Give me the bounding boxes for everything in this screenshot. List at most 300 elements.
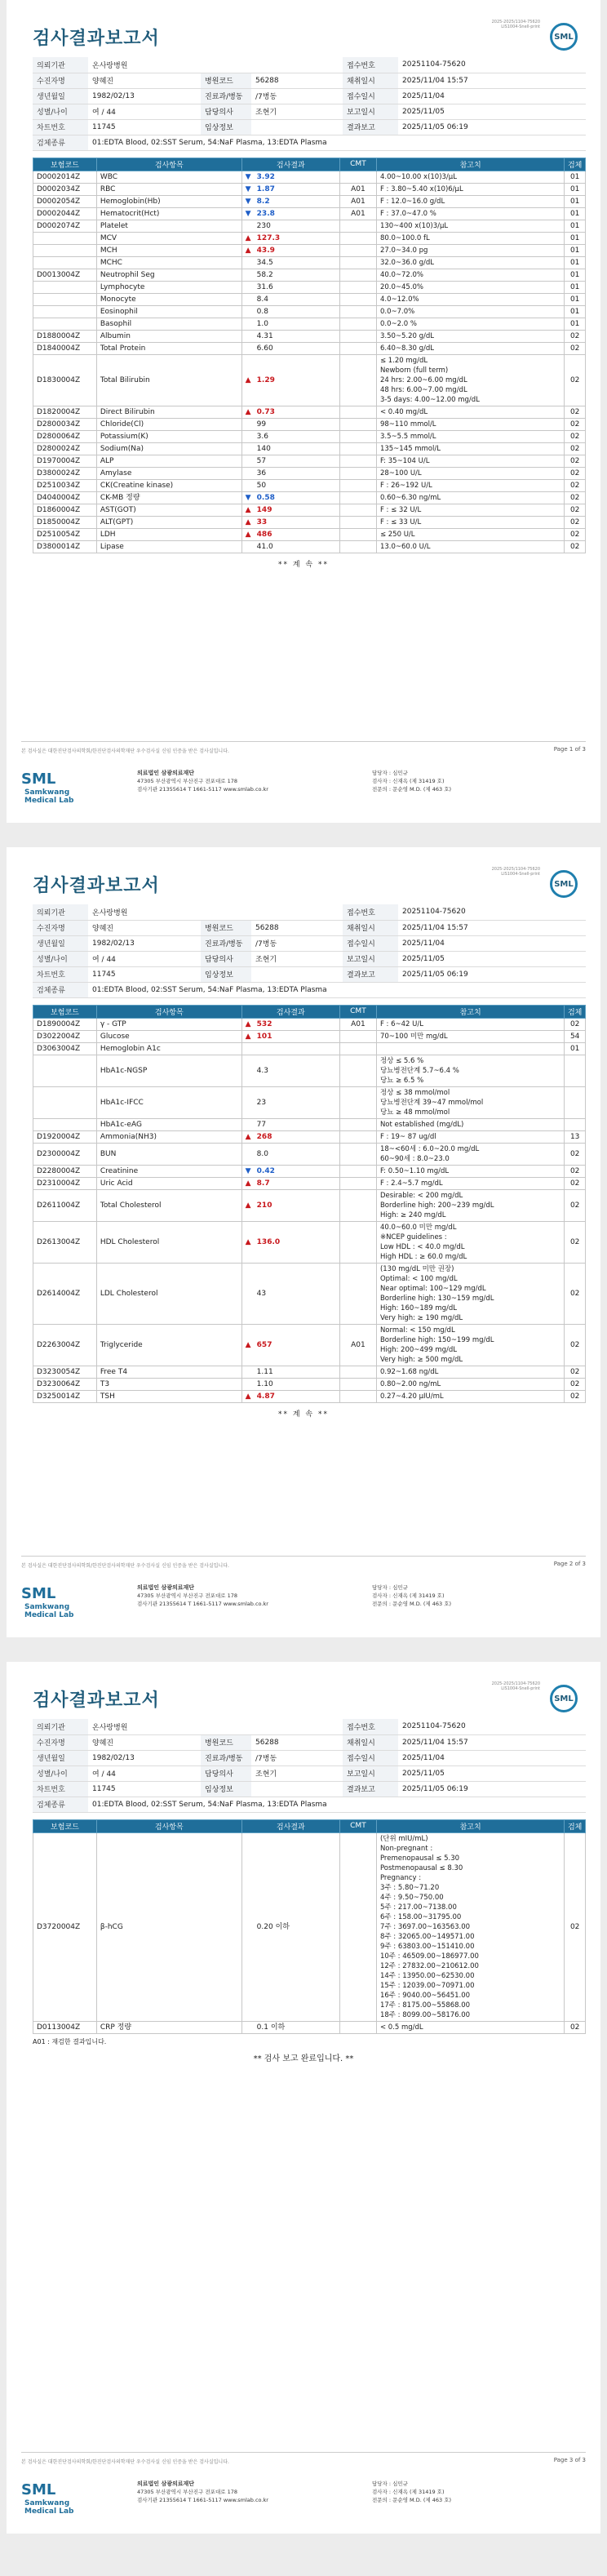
reference-range: 0.0~2.0 % xyxy=(376,318,564,330)
specimen-code: 02 xyxy=(565,528,586,540)
specimen-code: 02 xyxy=(565,406,586,418)
insurance-code: D4040004Z xyxy=(33,491,97,504)
result-row xyxy=(33,318,586,330)
test-name: Hematocrit(Hct) xyxy=(96,207,241,220)
test-name: LDL Cholesterol xyxy=(96,1263,241,1324)
comment-code xyxy=(339,342,376,354)
specimen-code: 01 xyxy=(565,220,586,232)
test-name: CRP 정량 xyxy=(96,2021,241,2033)
insurance-code: D2800064Z xyxy=(33,430,97,442)
comment-code xyxy=(339,244,376,256)
specimen-code: 02 xyxy=(565,516,586,528)
insurance-code: D2310004Z xyxy=(33,1177,97,1189)
comment-code xyxy=(339,1030,376,1042)
specimen-code: 02 xyxy=(565,418,586,430)
test-name: Hemoglobin(Hb) xyxy=(96,195,241,207)
test-result xyxy=(241,528,339,540)
comment-code xyxy=(339,281,376,293)
result-row xyxy=(33,540,586,553)
result-value: 8.4 xyxy=(256,295,268,304)
result-row xyxy=(33,1177,586,1189)
test-name: Albumin xyxy=(96,330,241,342)
comment-code xyxy=(339,491,376,504)
comment-code xyxy=(339,1366,376,1378)
reference-range: 3.50~5.20 g/dL xyxy=(376,330,564,342)
result-row xyxy=(33,1118,586,1130)
reference-range: 98~110 mmol/L xyxy=(376,418,564,430)
insurance-code: D1820004Z xyxy=(33,406,97,418)
result-value: 4.3 xyxy=(256,1066,268,1075)
test-name: Lipase xyxy=(96,540,241,553)
high-flag-icon: ▲ xyxy=(245,1179,251,1188)
test-name: Monocyte xyxy=(96,293,241,305)
specimen-code: 01 xyxy=(565,207,586,220)
comment-code xyxy=(339,1390,376,1402)
insurance-code: D3063004Z xyxy=(33,1042,97,1055)
report-title: 검사결과보고서 xyxy=(33,1690,160,1711)
result-row xyxy=(33,281,586,293)
low-flag-icon: ▼ xyxy=(245,184,251,193)
reference-range xyxy=(376,1042,564,1055)
specimen-code: 02 xyxy=(565,504,586,516)
result-value: 1.11 xyxy=(256,1367,273,1376)
reference-range: 80.0~100.0 fL xyxy=(376,232,564,244)
reference-range: 6.40~8.30 g/dL xyxy=(376,342,564,354)
test-name: Lymphocyte xyxy=(96,281,241,293)
result-row xyxy=(33,1165,586,1177)
result-row xyxy=(33,232,586,244)
result-value: 43 xyxy=(256,1289,267,1298)
test-result xyxy=(241,467,339,479)
specimen-code: 02 xyxy=(565,430,586,442)
comment-code xyxy=(339,330,376,342)
insurance-code: D3800024Z xyxy=(33,467,97,479)
test-result xyxy=(241,256,339,269)
test-result xyxy=(241,504,339,516)
result-value: 101 xyxy=(256,1032,272,1041)
insurance-code xyxy=(33,305,97,318)
reference-range: Not established (mg/dL) xyxy=(376,1118,564,1130)
insurance-code: D0113004Z xyxy=(33,2021,97,2033)
insurance-code xyxy=(33,281,97,293)
specimen-code: 01 xyxy=(565,195,586,207)
reference-range: 32.0~36.0 g/dL xyxy=(376,256,564,269)
high-flag-icon: ▲ xyxy=(245,1237,251,1246)
header-code: 2025-2025/1104-75620 LIS1004-Snell-print xyxy=(491,20,540,29)
test-result xyxy=(241,1165,339,1177)
result-value: 3.92 xyxy=(256,172,275,181)
result-row xyxy=(33,430,586,442)
result-row xyxy=(33,183,586,195)
test-result xyxy=(241,1042,339,1055)
result-value: 1.10 xyxy=(256,1379,273,1388)
insurance-code: D1880004Z xyxy=(33,330,97,342)
test-result xyxy=(241,330,339,342)
report-title: 검사결과보고서 xyxy=(33,29,160,49)
test-result xyxy=(241,1221,339,1263)
samkwang-logo: SMLSamkwang Medical Lab xyxy=(21,1585,74,1619)
result-value: 31.6 xyxy=(256,282,273,291)
comment-code xyxy=(339,1130,376,1143)
specimen-code: 02 xyxy=(565,1165,586,1177)
insurance-code: D0002044Z xyxy=(33,207,97,220)
result-value: 0.8 xyxy=(256,307,268,316)
test-name: Platelet xyxy=(96,220,241,232)
report-header xyxy=(21,20,586,52)
comment-code xyxy=(339,418,376,430)
result-row xyxy=(33,1030,586,1042)
result-value: 657 xyxy=(256,1340,272,1349)
reference-range: F : ≤ 32 U/L xyxy=(376,504,564,516)
test-name: Total Protein xyxy=(96,342,241,354)
sml-logo: SML xyxy=(550,870,578,898)
reference-range: Normal: < 150 mg/dL Borderline high: 150~199 mg/dL High: 200~499 mg/dL Very high: ≥ 500 mg/dL xyxy=(376,1324,564,1366)
result-row xyxy=(33,269,586,281)
reference-range: F : 26~192 U/L xyxy=(376,479,564,491)
page-footer: 본 검사실은 대한진단검사의학회/한진단검사의학재단 우수검사실 신임 인증을 받은 검사실입니다. Page 2 of 3 SMLSamkwang Medical Lab 의료법인 삼광의료재단 47305 부산광역시 부산진구 전포대로 178 검사기관 21355614 T 1661-5117 www.smlab.co.kr 담당자 : 심민규 검사자 : 신재옥 (제 31419 호) 전문의 : 문순영 M.D. (제 463 호) xyxy=(7,1556,600,1637)
comment-code xyxy=(339,504,376,516)
test-name: Glucose xyxy=(96,1030,241,1042)
result-value: 0.42 xyxy=(256,1166,275,1175)
reference-range: (130 mg/dL 미만 권장) Optimal: < 100 mg/dL Near optimal: 100~129 mg/dL Borderline high: 130~159 mg/dL High: 160~189 mg/dL Very high: ≥ 190 mg/dL xyxy=(376,1263,564,1324)
reference-range: 정상 ≤ 38 mmol/mol 당뇨병전단계 39~47 mmol/mol 당뇨 ≥ 48 mmol/mol xyxy=(376,1086,564,1118)
test-result xyxy=(241,442,339,455)
specimen-code: 02 xyxy=(565,467,586,479)
reference-range: ≤ 1.20 mg/dL Newborn (full term) 24 hrs: 2.00~6.00 mg/dL 48 hrs: 6.00~7.00 mg/dL 3-5 days: 4.00~12.00 mg/dL xyxy=(376,354,564,406)
test-name: MCH xyxy=(96,244,241,256)
specimen-code: 02 xyxy=(565,330,586,342)
insurance-code: D0013004Z xyxy=(33,269,97,281)
specimen-code: 01 xyxy=(565,305,586,318)
report-page-1 xyxy=(7,0,600,823)
comment-code xyxy=(339,1165,376,1177)
test-name: Sodium(Na) xyxy=(96,442,241,455)
result-value: 43.9 xyxy=(256,246,275,255)
result-value: 140 xyxy=(256,444,271,453)
low-flag-icon: ▼ xyxy=(245,209,251,218)
footer-address: 의료법인 삼광의료재단 47305 부산광역시 부산진구 전포대로 178 검사기관 21355614 T 1661-5117 www.smlab.co.kr xyxy=(137,770,268,793)
test-name: ALT(GPT) xyxy=(96,516,241,528)
result-row xyxy=(33,1042,586,1055)
test-result xyxy=(241,516,339,528)
test-result xyxy=(241,1390,339,1402)
comment-code xyxy=(339,1118,376,1130)
insurance-code xyxy=(33,244,97,256)
footer-signature: 담당자 : 심민규 검사자 : 신재옥 (제 31419 호) 전문의 : 문순영 M.D. (제 463 호) xyxy=(372,770,452,793)
result-value: 36 xyxy=(256,469,267,477)
patient-info-table: 의뢰기관 온사랑병원 접수번호 20251104-75620 수진자명 양혜진 병원코드 56288 채취일시 2025/11/04 15:57 생년월일 1982/02/13 진료과/병동 /7병동 접수일시 2025/11/04 성별/나이 여 / 44 담당의사 조현기 보고일시 2025/11/05 차트번호 11745 임상정보 결과보고 2025/11/05 06:19 검체종류 01:EDTA Blood, 02:SST Serum, 54:NaF Plasma, 13:EDTA Plasma xyxy=(33,1719,586,1813)
reference-range: 3.5~5.5 mmol/L xyxy=(376,430,564,442)
comment-code: A01 xyxy=(339,1018,376,1030)
result-row xyxy=(33,171,586,183)
comment-code xyxy=(339,406,376,418)
comment-code xyxy=(339,232,376,244)
comment-code xyxy=(339,528,376,540)
test-result xyxy=(241,418,339,430)
test-result xyxy=(241,1177,339,1189)
report-page-2 xyxy=(7,847,600,1637)
specimen-code: 01 xyxy=(565,281,586,293)
test-name: Triglyceride xyxy=(96,1324,241,1366)
test-name: CK-MB 정량 xyxy=(96,491,241,504)
low-flag-icon: ▼ xyxy=(245,197,251,206)
result-row xyxy=(33,1324,586,1366)
result-value: 268 xyxy=(256,1132,272,1141)
result-row xyxy=(33,455,586,467)
test-name: RBC xyxy=(96,183,241,195)
test-result xyxy=(241,354,339,406)
report-page-3 xyxy=(7,1662,600,2534)
insurance-code: D2300004Z xyxy=(33,1143,97,1165)
test-name: Basophil xyxy=(96,318,241,330)
result-row xyxy=(33,1221,586,1263)
result-row xyxy=(33,406,586,418)
result-row xyxy=(33,479,586,491)
high-flag-icon: ▲ xyxy=(245,530,251,539)
insurance-code: D2613004Z xyxy=(33,1221,97,1263)
result-value: 50 xyxy=(256,481,267,490)
result-value: 1.29 xyxy=(256,375,275,384)
specimen-code: 02 xyxy=(565,1324,586,1366)
result-row xyxy=(33,1366,586,1378)
report-header xyxy=(21,1681,586,1714)
result-row xyxy=(33,256,586,269)
high-flag-icon: ▲ xyxy=(245,1340,251,1349)
reference-range: 0.0~7.0% xyxy=(376,305,564,318)
test-name: LDH xyxy=(96,528,241,540)
low-flag-icon: ▼ xyxy=(245,1166,251,1175)
specimen-code: 02 xyxy=(565,1221,586,1263)
patient-info-table: 의뢰기관 온사랑병원 접수번호 20251104-75620 수진자명 양혜진 병원코드 56288 채취일시 2025/11/04 15:57 생년월일 1982/02/13 진료과/병동 /7병동 접수일시 2025/11/04 성별/나이 여 / 44 담당의사 조현기 보고일시 2025/11/05 차트번호 11745 임상정보 결과보고 2025/11/05 06:19 검체종류 01:EDTA Blood, 02:SST Serum, 54:NaF Plasma, 13:EDTA Plasma xyxy=(33,904,586,998)
reference-range: F : 2.4~5.7 mg/dL xyxy=(376,1177,564,1189)
result-row xyxy=(33,528,586,540)
high-flag-icon: ▲ xyxy=(245,375,251,384)
reference-range: 135~145 mmol/L xyxy=(376,442,564,455)
insurance-code: D0002054Z xyxy=(33,195,97,207)
result-value: 136.0 xyxy=(256,1237,281,1246)
page-footer: 본 검사실은 대한진단검사의학회/한진단검사의학재단 우수검사실 신임 인증을 받은 검사실입니다. Page 3 of 3 SMLSamkwang Medical Lab 의료법인 삼광의료재단 47305 부산광역시 부산진구 전포대로 178 검사기관 21355614 T 1661-5117 www.smlab.co.kr 담당자 : 심민규 검사자 : 신재옥 (제 31419 호) 전문의 : 문순영 M.D. (제 463 호) xyxy=(7,2452,600,2534)
reference-range: ≤ 250 U/L xyxy=(376,528,564,540)
footer-signature: 담당자 : 심민규 검사자 : 신재옥 (제 31419 호) 전문의 : 문순영 M.D. (제 463 호) xyxy=(372,2481,452,2503)
reference-range: 정상 ≤ 5.6 % 당뇨병전단계 5.7~6.4 % 당뇨 ≥ 6.5 % xyxy=(376,1055,564,1086)
result-value: 23 xyxy=(256,1098,267,1107)
specimen-code: 02 xyxy=(565,2021,586,2033)
result-value: 3.6 xyxy=(256,432,268,441)
result-row xyxy=(33,1378,586,1390)
test-name: HbA1c-NGSP xyxy=(96,1055,241,1086)
insurance-code: D0002014Z xyxy=(33,171,97,183)
test-result xyxy=(241,244,339,256)
test-result xyxy=(241,1378,339,1390)
test-name: γ - GTP xyxy=(96,1018,241,1030)
insurance-code: D1860004Z xyxy=(33,504,97,516)
high-flag-icon: ▲ xyxy=(245,1019,251,1028)
comment-code xyxy=(339,1189,376,1221)
test-result xyxy=(241,1189,339,1221)
specimen-code: 02 xyxy=(565,442,586,455)
report-title: 검사결과보고서 xyxy=(33,876,160,896)
test-result xyxy=(241,1018,339,1030)
test-name: ALP xyxy=(96,455,241,467)
result-row xyxy=(33,516,586,528)
reference-range: < 0.5 mg/dL xyxy=(376,2021,564,2033)
reference-range: 0.92~1.68 ng/dL xyxy=(376,1366,564,1378)
insurance-code xyxy=(33,318,97,330)
comment-code xyxy=(339,442,376,455)
result-value: 8.0 xyxy=(256,1149,268,1158)
result-row xyxy=(33,1130,586,1143)
result-value: 127.3 xyxy=(256,233,281,242)
insurance-code: D2800034Z xyxy=(33,418,97,430)
report-header xyxy=(21,867,586,899)
specimen-code: 01 xyxy=(565,183,586,195)
result-value: 6.60 xyxy=(256,344,273,353)
insurance-code xyxy=(33,1086,97,1118)
specimen-code: 01 xyxy=(565,232,586,244)
test-name: Total Cholesterol xyxy=(96,1189,241,1221)
comment-code xyxy=(339,467,376,479)
test-name: Amylase xyxy=(96,467,241,479)
insurance-code: D3230064Z xyxy=(33,1378,97,1390)
insurance-code: D1840004Z xyxy=(33,342,97,354)
specimen-code: 02 xyxy=(565,1018,586,1030)
reference-range: < 0.40 mg/dL xyxy=(376,406,564,418)
test-result xyxy=(241,430,339,442)
high-flag-icon: ▲ xyxy=(245,1032,251,1041)
test-name: AST(GOT) xyxy=(96,504,241,516)
specimen-code: 01 xyxy=(565,244,586,256)
footer-signature: 담당자 : 심민규 검사자 : 신재옥 (제 31419 호) 전문의 : 문순영 M.D. (제 463 호) xyxy=(372,1584,452,1607)
test-name: Free T4 xyxy=(96,1366,241,1378)
comment-code: A01 xyxy=(339,207,376,220)
reference-range: F: 0.50~1.10 mg/dL xyxy=(376,1165,564,1177)
test-result xyxy=(241,305,339,318)
result-row xyxy=(33,244,586,256)
high-flag-icon: ▲ xyxy=(245,517,251,526)
test-name: Uric Acid xyxy=(96,1177,241,1189)
comment-code xyxy=(339,171,376,183)
test-result xyxy=(241,1366,339,1378)
specimen-code: 02 xyxy=(565,1390,586,1402)
footer-address: 의료법인 삼광의료재단 47305 부산광역시 부산진구 전포대로 178 검사기관 21355614 T 1661-5117 www.smlab.co.kr xyxy=(137,2481,268,2503)
result-row xyxy=(33,1832,586,2021)
result-value: 532 xyxy=(256,1019,272,1028)
specimen-code: 02 xyxy=(565,354,586,406)
test-result xyxy=(241,1055,339,1086)
result-value: 0.1 이하 xyxy=(256,2023,286,2032)
insurance-code: D2614004Z xyxy=(33,1263,97,1324)
result-value: 149 xyxy=(256,505,272,514)
result-row xyxy=(33,195,586,207)
comment-code xyxy=(339,305,376,318)
test-result xyxy=(241,455,339,467)
reference-range: 18~<60세 : 6.0~20.0 mg/dL 60~90세 : 8.0~23.0 xyxy=(376,1143,564,1165)
result-value: 4.87 xyxy=(256,1392,275,1401)
result-row xyxy=(33,418,586,430)
specimen-code: 01 xyxy=(565,318,586,330)
insurance-code: D3230054Z xyxy=(33,1366,97,1378)
test-name: MCHC xyxy=(96,256,241,269)
result-row xyxy=(33,330,586,342)
specimen-code: 02 xyxy=(565,342,586,354)
comment-code xyxy=(339,269,376,281)
patient-info-table: 의뢰기관 온사랑병원 접수번호 20251104-75620 수진자명 양혜진 병원코드 56288 채취일시 2025/11/04 15:57 생년월일 1982/02/13 진료과/병동 /7병동 접수일시 2025/11/04 성별/나이 여 / 44 담당의사 조현기 보고일시 2025/11/05 차트번호 11745 임상정보 결과보고 2025/11/05 06:19 검체종류 01:EDTA Blood, 02:SST Serum, 54:NaF Plasma, 13:EDTA Plasma xyxy=(33,57,586,151)
test-result xyxy=(241,1263,339,1324)
reference-range: F : 19~ 87 ug/dl xyxy=(376,1130,564,1143)
result-row xyxy=(33,305,586,318)
result-row xyxy=(33,342,586,354)
test-result xyxy=(241,171,339,183)
result-value: 8.2 xyxy=(256,197,270,206)
result-value: 230 xyxy=(256,221,271,230)
comment-code xyxy=(339,455,376,467)
specimen-code: 02 xyxy=(565,455,586,467)
result-row xyxy=(33,1018,586,1030)
specimen-code: 01 xyxy=(565,1042,586,1055)
test-result xyxy=(241,406,339,418)
test-name: T3 xyxy=(96,1378,241,1390)
comment-code xyxy=(339,354,376,406)
test-name: Ammonia(NH3) xyxy=(96,1130,241,1143)
reference-range: Desirable: < 200 mg/dL Borderline high: 200~239 mg/dL High: ≥ 240 mg/dL xyxy=(376,1189,564,1221)
result-value: 23.8 xyxy=(256,209,275,218)
specimen-code: 02 xyxy=(565,1378,586,1390)
insurance-code: D2263004Z xyxy=(33,1324,97,1366)
result-row xyxy=(33,2021,586,2033)
comment-code xyxy=(339,430,376,442)
insurance-code: D1850004Z xyxy=(33,516,97,528)
reference-range: 70~100 미만 mg/dL xyxy=(376,1030,564,1042)
low-flag-icon: ▼ xyxy=(245,493,251,502)
insurance-code: D3800014Z xyxy=(33,540,97,553)
reference-range: 27.0~34.0 pg xyxy=(376,244,564,256)
test-result xyxy=(241,318,339,330)
reference-range: 20.0~45.0% xyxy=(376,281,564,293)
test-name: HbA1c-IFCC xyxy=(96,1086,241,1118)
comment-code xyxy=(339,1378,376,1390)
insurance-code: D2800024Z xyxy=(33,442,97,455)
specimen-code: 02 xyxy=(565,1832,586,2021)
page-footer: 본 검사실은 대한진단검사의학회/한진단검사의학재단 우수검사실 신임 인증을 받은 검사실입니다. Page 1 of 3 SMLSamkwang Medical Lab 의료법인 삼광의료재단 47305 부산광역시 부산진구 전포대로 178 검사기관 21355614 T 1661-5117 www.smlab.co.kr 담당자 : 심민규 검사자 : 신재옥 (제 31419 호) 전문의 : 문순영 M.D. (제 463 호) xyxy=(7,741,600,823)
comment-code xyxy=(339,516,376,528)
reference-range: F : 12.0~16.0 g/dL xyxy=(376,195,564,207)
test-result xyxy=(241,232,339,244)
comment-code: A01 xyxy=(339,183,376,195)
result-value: 58.2 xyxy=(256,270,273,279)
reference-range: 130~400 x(10)3/μL xyxy=(376,220,564,232)
result-value: 99 xyxy=(256,420,267,429)
specimen-code: 01 xyxy=(565,256,586,269)
insurance-code: D3022004Z xyxy=(33,1030,97,1042)
test-result xyxy=(241,342,339,354)
test-result xyxy=(241,1832,339,2021)
result-value: 0.20 이하 xyxy=(256,1922,290,1931)
insurance-code xyxy=(33,1118,97,1130)
comment-code xyxy=(339,256,376,269)
samkwang-logo: SMLSamkwang Medical Lab xyxy=(21,2481,74,2516)
reference-range: 0.27~4.20 μIU/mL xyxy=(376,1390,564,1402)
result-row xyxy=(33,1143,586,1165)
insurance-code xyxy=(33,232,97,244)
test-name: WBC xyxy=(96,171,241,183)
reference-range: F : ≤ 33 U/L xyxy=(376,516,564,528)
specimen-code xyxy=(565,1055,586,1086)
result-value: 1.0 xyxy=(256,319,268,328)
test-result xyxy=(241,1086,339,1118)
result-row xyxy=(33,1189,586,1221)
header-code: 2025-2025/1104-75620 LIS1004-Snell-print xyxy=(491,1681,540,1691)
continued-text: ** 계 속 ** xyxy=(278,1410,329,1419)
